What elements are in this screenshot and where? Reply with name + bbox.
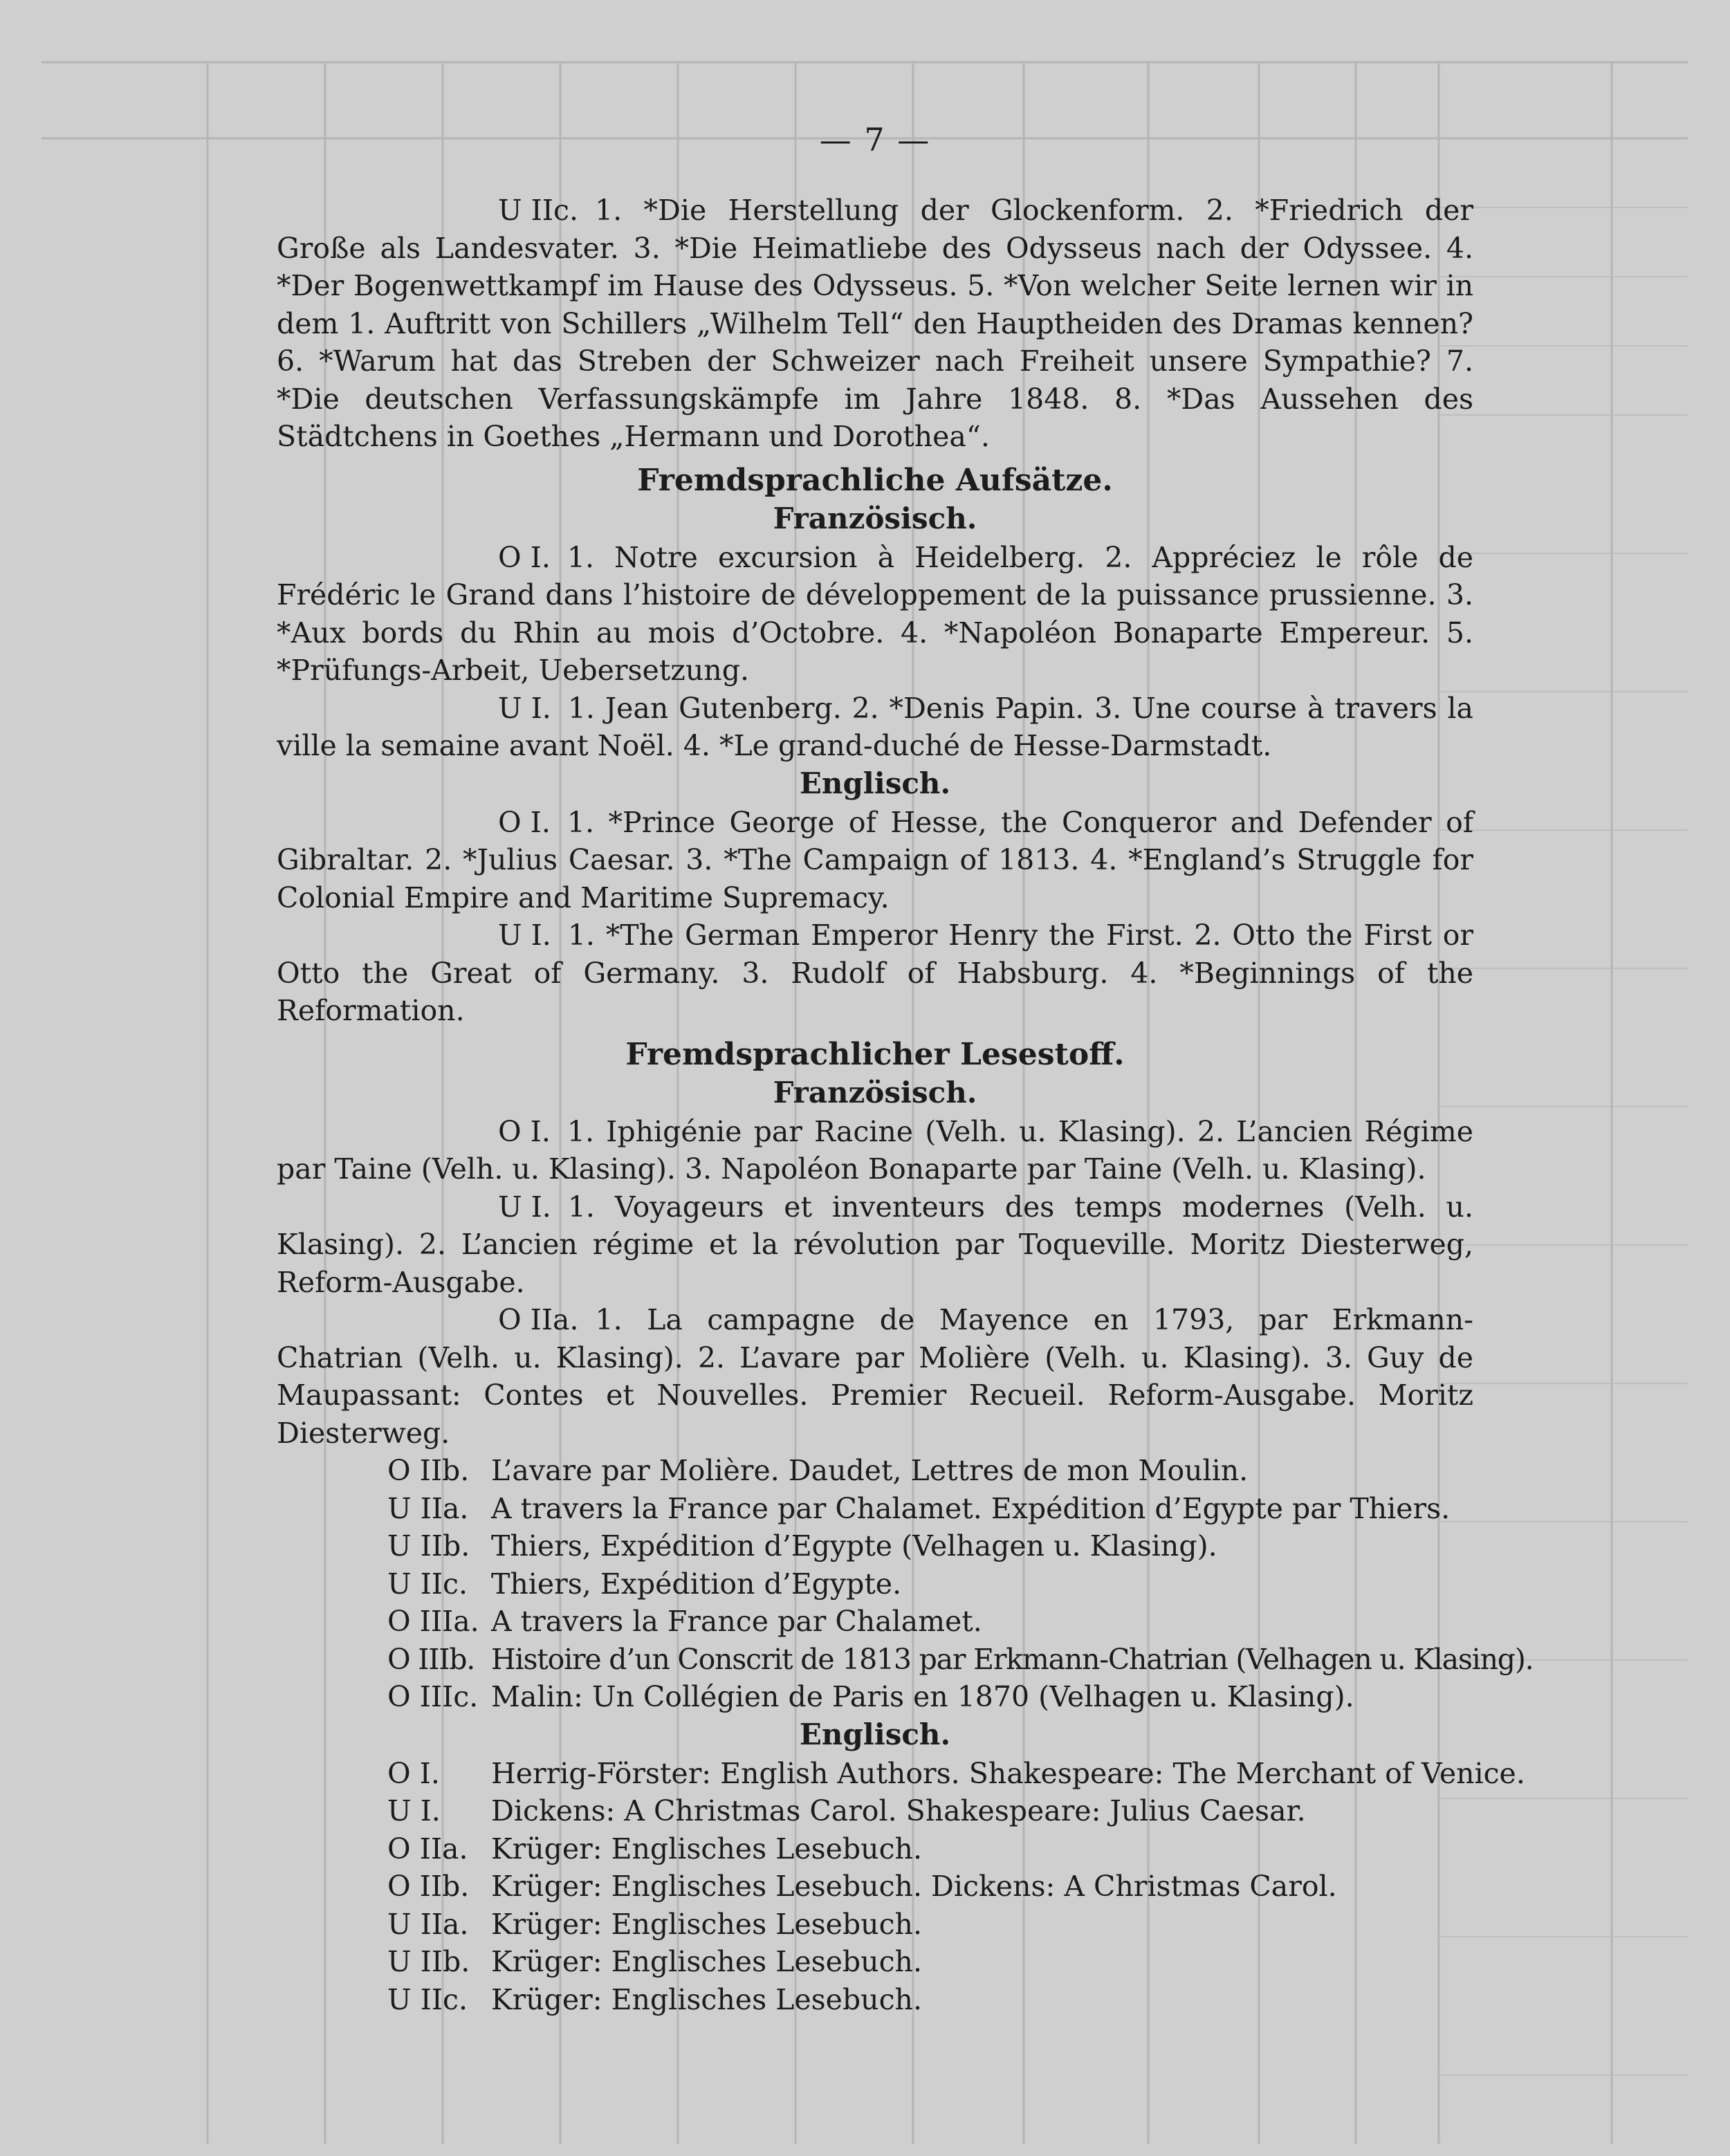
subheading-essays-french: Französisch. xyxy=(773,501,977,535)
class-label: U IIc. xyxy=(498,194,578,227)
line-text: Dickens: A Christmas Carol. Shakespeare: Julius Caesar. xyxy=(491,1794,1306,1827)
reading-line xyxy=(277,1792,1473,1830)
line-text: Thiers, Expédition d’Egypte. xyxy=(491,1567,902,1601)
reading-line xyxy=(277,1527,1473,1565)
reading-line xyxy=(277,1943,1473,1981)
reading-line xyxy=(277,1906,1473,1944)
class-label: U IIc. xyxy=(387,1982,468,2016)
class-label: U I. xyxy=(498,691,551,725)
class-label: U I. xyxy=(498,919,551,952)
reading-entry xyxy=(277,1113,1473,1188)
class-label: U IIb. xyxy=(387,1945,470,1978)
class-label: U IIa. xyxy=(387,1907,469,1941)
subheading-essays-english: Englisch. xyxy=(799,766,951,800)
reading-line xyxy=(277,1452,1473,1490)
class-label: O IIIc. xyxy=(387,1680,479,1713)
reading-line xyxy=(277,1981,1473,2019)
paragraph-text: 1. Jean Gutenberg. 2. *Denis Papin. 3. Une course à travers la ville la semaine avant Noël. 4. *Le grand-duché de Hesse-Darmstadt. xyxy=(277,691,1473,762)
reading-line xyxy=(277,1755,1525,1793)
reading-line xyxy=(277,1603,1473,1641)
essay-entry xyxy=(277,539,1473,690)
class-label: O IIb. xyxy=(387,1454,470,1487)
class-label: O IIa. xyxy=(387,1832,468,1865)
line-text: A travers la France par Chalamet. xyxy=(491,1605,982,1638)
essay-entry xyxy=(277,804,1473,917)
line-text: Krüger: Englisches Lesebuch. Dickens: A Christmas Carol. xyxy=(491,1870,1337,1903)
subheading-reading-french: Französisch. xyxy=(773,1075,977,1109)
class-label: O I. xyxy=(498,1114,551,1148)
line-text: Thiers, Expédition d’Egypte (Velhagen u. Klasing). xyxy=(491,1529,1217,1563)
class-label: O I. xyxy=(498,540,551,574)
class-label: U IIc. xyxy=(387,1567,468,1601)
reading-line xyxy=(277,1830,1473,1868)
reading-line xyxy=(277,1565,1473,1603)
reading-line xyxy=(277,1868,1473,1906)
paragraph-text: 1. *Prince George of Hesse, the Conqueror and Defender of Gibraltar. 2. *Julius Caesar. 3. *The Campaign of 1813. 4. *England’s Struggle for Colonial Empire and Maritime Supremacy. xyxy=(277,805,1473,914)
paragraph-text: 1. Iphigénie par Racine (Velh. u. Klasing). 2. L’ancien Régime par Taine (Velh. u. Klasing). 3. Napoléon Bonaparte par Taine (Velh. u. Klasing). xyxy=(277,1114,1473,1186)
section-heading-essays: Fremdsprachliche Aufsätze. xyxy=(637,462,1113,498)
paragraph-text: 1. Voyageurs et inventeurs des temps modernes (Velh. u. Klasing). 2. L’ancien régime et la révolution par Toqueville. Moritz Diesterweg, Reform-Ausgabe. xyxy=(277,1190,1473,1299)
paragraph-text: 1. *The German Emperor Henry the First. 2. Otto the First or Otto the Great of Germany. 3. Rudolf of Habsburg. 4. *Beginnings of the Reformation. xyxy=(277,919,1473,1027)
reading-line xyxy=(277,1641,1534,1679)
german-topics xyxy=(277,192,1473,456)
subheading-reading-english: Englisch. xyxy=(799,1717,951,1751)
line-text: Krüger: Englisches Lesebuch. xyxy=(491,1945,922,1978)
essay-entry xyxy=(277,690,1473,765)
paragraph-text: 1. La campagne de Mayence en 1793, par Erkmann-Chatrian (Velh. u. Klasing). 2. L’avare par Molière (Velh. u. Klasing). 3. Guy de Maupassant: Contes et Nouvelles. Premier Recueil. Reform-Ausgabe. Moritz Diesterweg. xyxy=(277,1303,1473,1450)
section-heading-reading: Fremdsprachlicher Lesestoff. xyxy=(625,1036,1125,1072)
paragraph-text: 1. Notre excursion à Heidelberg. 2. Appréciez le rôle de Frédéric le Grand dans l’histoire de développement de la puissance prussienne. 3. *Aux bords du Rhin au mois d’Octobre. 4. *Napoléon Bonaparte Empereur. 5. *Prüfungs-Arbeit, Uebersetzung. xyxy=(277,540,1473,687)
line-text: Krüger: Englisches Lesebuch. xyxy=(491,1907,922,1941)
line-text: Krüger: Englisches Lesebuch. xyxy=(491,1832,922,1865)
reading-entry xyxy=(277,1188,1473,1302)
document-page xyxy=(277,121,1534,2018)
class-label: O IIa. xyxy=(498,1303,579,1336)
line-text: Herrig-Förster: English Authors. Shakespeare: The Merchant of Venice. xyxy=(491,1756,1525,1790)
line-text: Krüger: Englisches Lesebuch. xyxy=(491,1982,922,2016)
reading-entry xyxy=(277,1301,1473,1452)
class-label: O IIb. xyxy=(387,1870,470,1903)
line-text: L’avare par Molière. Daudet, Lettres de mon Moulin. xyxy=(491,1454,1249,1487)
class-label: O IIIa. xyxy=(387,1605,479,1638)
line-text: A travers la France par Chalamet. Expédition d’Egypte par Thiers. xyxy=(491,1491,1451,1525)
essay-entry xyxy=(277,916,1473,1030)
class-label: U I. xyxy=(498,1190,551,1224)
class-label: O I. xyxy=(387,1756,440,1790)
class-label: U IIb. xyxy=(387,1529,470,1563)
class-label: O IIIb. xyxy=(387,1642,475,1676)
class-label: U IIa. xyxy=(387,1491,469,1525)
paragraph-text: 1. *Die Herstellung der Glockenform. 2. *Friedrich der Große als Landesvater. 3. *Die Heimatliebe des Odysseus nach der Odyssee. 4. *Der Bogenwettkampf im Hause des Odysseus. 5. *Von welcher Seite lernen wir in dem 1. Auftritt von Schillers „Wilhelm Tell“ den Hauptheiden des Dramas kennen? 6. *Warum hat das Streben der Schweizer nach Freiheit unsere Sympathie? 7. *Die deutschen Verfassungskämpfe im Jahre 1848. 8. *Das Aussehen des Städtchens in Goethes „Hermann und Dorothea“. xyxy=(277,194,1473,453)
reading-line xyxy=(277,1490,1473,1528)
reading-line xyxy=(277,1678,1473,1716)
page-number: — 7 — xyxy=(819,121,931,158)
class-label: U I. xyxy=(387,1794,441,1827)
line-text: Malin: Un Collégien de Paris en 1870 (Velhagen u. Klasing). xyxy=(491,1680,1354,1713)
line-text: Histoire d’un Conscrit de 1813 par Erkmann-Chatrian (Velhagen u. Klasing). xyxy=(491,1642,1534,1676)
class-label: O I. xyxy=(498,805,551,839)
